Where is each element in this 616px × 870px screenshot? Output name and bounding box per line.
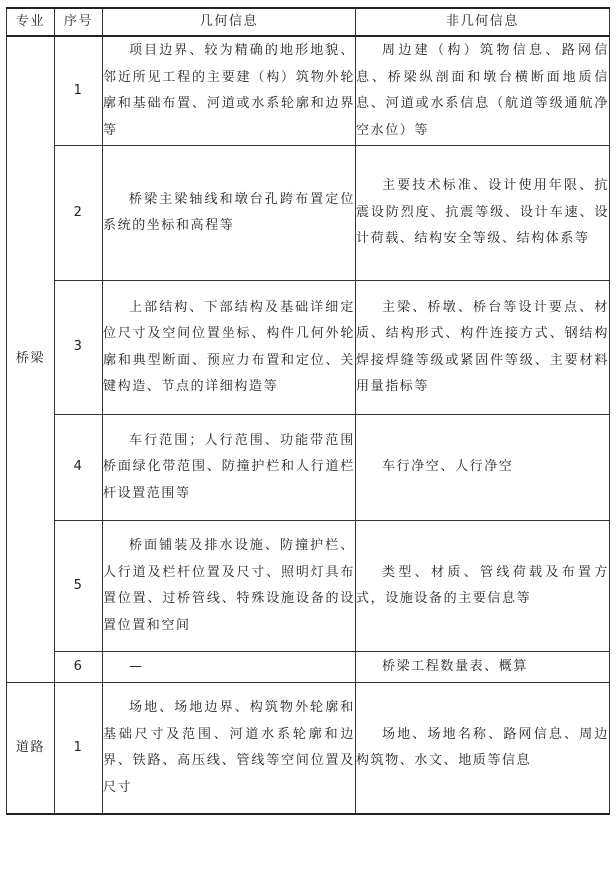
non-geometric-text: 车行净空、人行净空 xyxy=(382,459,514,475)
non-geometric-cell xyxy=(356,281,610,415)
geometric-text: — xyxy=(129,658,144,674)
non-geometric-cell xyxy=(356,652,610,683)
geometric-text: 项目边界、较为精确的地形地貌、邻近所见工程的主要建（构）筑物外轮廓和基础布置、河道或水系轮廓和边界等 xyxy=(103,43,355,138)
geometric-text: 桥梁主梁轴线和墩台孔跨布置定位系统的坐标和高程等 xyxy=(103,191,355,233)
geometric-text: 桥面铺装及排水设施、防撞护栏、人行道及栏杆位置及尺寸、照明灯具布置位置、过桥管线、特殊设施设备的设置位置和空间 xyxy=(103,538,355,633)
geometric-cell xyxy=(103,683,356,815)
geometric-cell xyxy=(103,281,356,415)
header-geometric: 几何信息 xyxy=(103,8,356,36)
geometric-text: 上部结构、下部结构及基础详细定位尺寸及空间位置坐标、构件几何外轮廓和典型断面、预应力布置和定位、关键构造、节点的详细构造等 xyxy=(103,299,355,394)
table-header-row xyxy=(7,8,610,36)
non-geometric-cell xyxy=(356,415,610,521)
row-number: 1 xyxy=(55,683,103,815)
information-table xyxy=(6,7,610,815)
table-row xyxy=(7,415,610,521)
non-geometric-text: 类型、材质、管线荷载及布置方式，设施设备的主要信息等 xyxy=(356,564,609,606)
non-geometric-text: 场地、场地名称、路网信息、周边构筑物、水文、地质等信息 xyxy=(356,726,609,768)
header-discipline: 专业 xyxy=(7,8,55,36)
row-number: 4 xyxy=(55,415,103,521)
row-number: 5 xyxy=(55,521,103,652)
table-row xyxy=(7,683,610,815)
table-row xyxy=(7,652,610,683)
row-number: 3 xyxy=(55,281,103,415)
group-label: 道路 xyxy=(7,683,55,815)
non-geometric-text: 周边建（构）筑物信息、路网信息、桥梁纵剖面和墩台横断面地质信息、河道或水系信息（航道等级通航净空水位）等 xyxy=(356,43,609,138)
table-row xyxy=(7,521,610,652)
geometric-text: 场地、场地边界、构筑物外轮廓和基础尺寸及范围、河道水系轮廓和边界、铁路、高压线、管线等空间位置及尺寸 xyxy=(103,700,355,795)
geometric-cell xyxy=(103,521,356,652)
geometric-cell xyxy=(103,36,356,146)
non-geometric-text: 桥梁工程数量表、概算 xyxy=(382,658,529,674)
non-geometric-cell xyxy=(356,521,610,652)
table-row xyxy=(7,281,610,415)
row-number: 1 xyxy=(55,36,103,146)
geometric-cell xyxy=(103,652,356,683)
non-geometric-text: 主要技术标准、设计使用年限、抗震设防烈度、抗震等级、设计车速、设计荷载、结构安全等级、结构体系等 xyxy=(356,178,609,247)
header-non-geometric: 非几何信息 xyxy=(356,8,610,36)
non-geometric-cell xyxy=(356,146,610,281)
non-geometric-text: 主梁、桥墩、桥台等设计要点、材质、结构形式、构件连接方式、钢结构焊接焊缝等级或紧固件等级、主要材料用量指标等 xyxy=(356,299,609,394)
row-number: 6 xyxy=(55,652,103,683)
row-number: 2 xyxy=(55,146,103,281)
non-geometric-cell xyxy=(356,36,610,146)
header-no: 序号 xyxy=(55,8,103,36)
geometric-text: 车行范围；人行范围、功能带范围桥面绿化带范围、防撞护栏和人行道栏杆设置范围等 xyxy=(103,432,355,501)
table-row xyxy=(7,146,610,281)
non-geometric-cell xyxy=(356,683,610,815)
table-row xyxy=(7,36,610,146)
geometric-cell xyxy=(103,146,356,281)
geometric-cell xyxy=(103,415,356,521)
group-label: 桥梁 xyxy=(7,36,55,683)
